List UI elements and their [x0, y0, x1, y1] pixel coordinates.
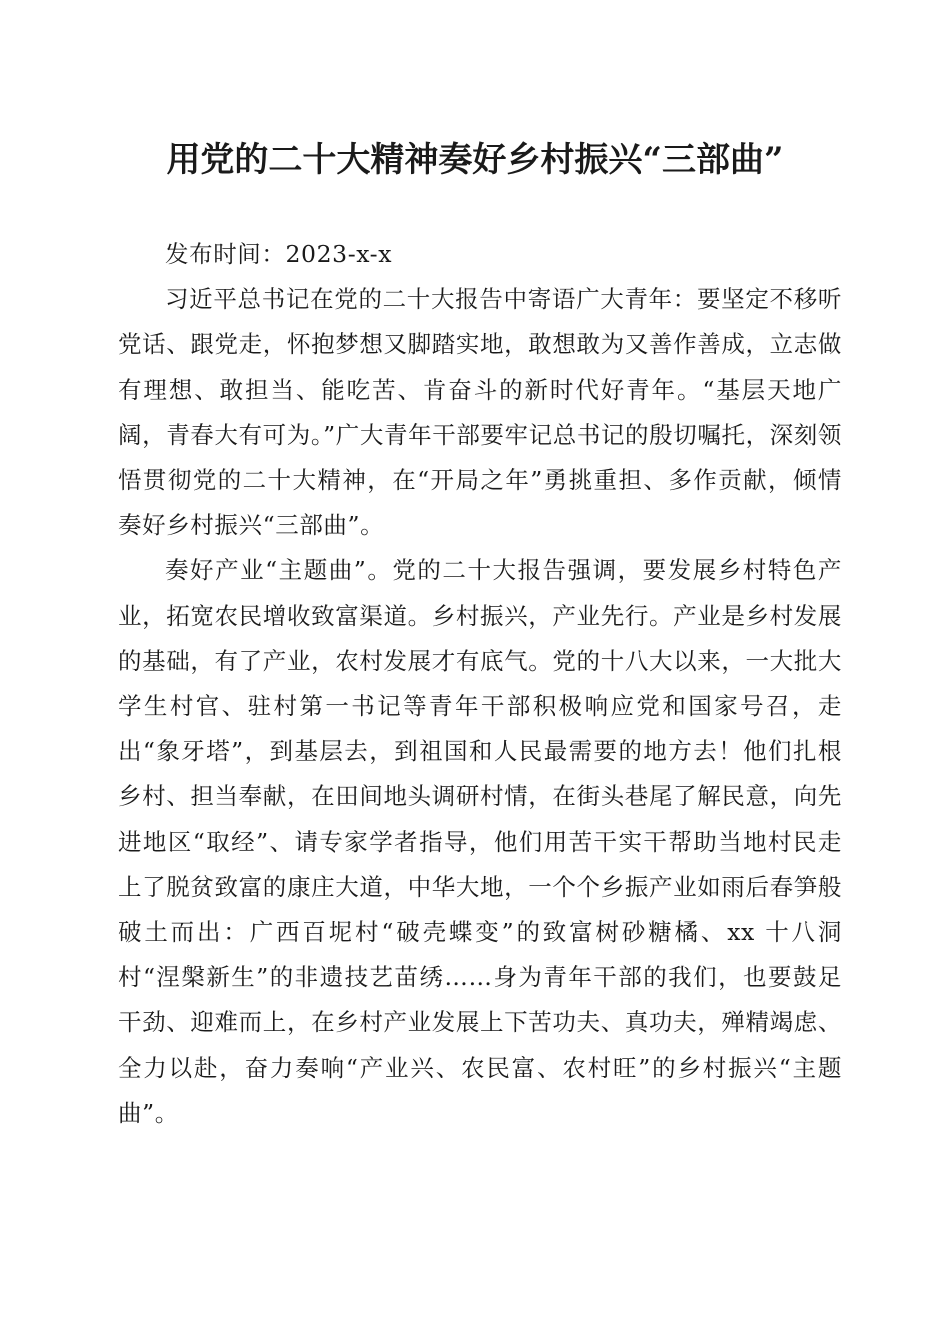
- publish-time: 发布时间：2023-x-x: [165, 240, 393, 268]
- paragraph-industry: 奏好产业“主题曲”。党的二十大报告强调，要发展乡村特色产业，拓宽农民增收致富渠道。乡村振兴，产业先行。产业是乡村发展的基础，有了产业，农村发展才有底气。党的十八大以来，一大批大学生村官、驻村第一书记等青年干部积极响应党和国家号召，走出“象牙塔”，到基层去，到祖国和人民最需要的地方去！他们扎根乡村、担当奉献，在田间地头调研村情，在街头巷尾了解民意，向先进地区“取经”、请专家学者指导，他们用苦干实干帮助当地村民走上了脱贫致富的康庄大道，中华大地，一个个乡振产业如雨后春笋般破土而出：广西百坭村“破壳蝶变”的致富树砂糖橘、xx 十八洞村“涅槃新生”的非遗技艺苗绣……身为青年干部的我们，也要鼓足干劲、迎难而上，在乡村产业发展上下苦功夫、真功夫，殚精竭虑、全力以赴，奋力奏响“产业兴、农民富、农村旺”的乡村振兴“主题曲”。: [118, 556, 842, 1127]
- document-title: 用党的二十大精神奏好乡村振兴“三部曲”: [166, 140, 784, 180]
- paragraph-intro: 习近平总书记在党的二十大报告中寄语广大青年：要坚定不移听党话、跟党走，怀抱梦想又脚踏实地，敢想敢为又善作善成，立志做有理想、敢担当、能吃苦、肯奋斗的新时代好青年。“基层天地广阔，青春大有可为。”广大青年干部要牢记总书记的殷切嘱托，深刻领悟贯彻党的二十大精神，在“开局之年”勇挑重担、多作贡献，倾情奏好乡村振兴“三部曲”。: [118, 285, 842, 540]
- document-body: [118, 232, 842, 1136]
